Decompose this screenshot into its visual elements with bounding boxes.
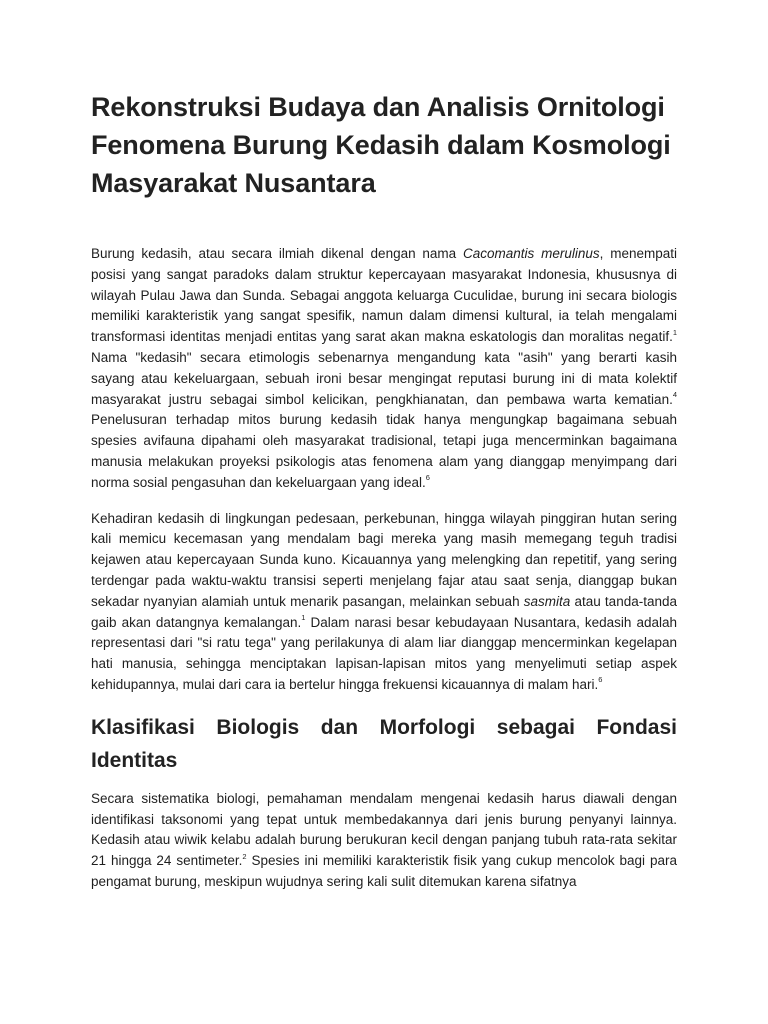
intro-body — [91, 244, 677, 696]
body-paragraph — [91, 509, 677, 696]
section-body — [91, 789, 677, 893]
footnote-ref: 6 — [598, 675, 603, 685]
text-run: Spesies ini memiliki karakteristik fisik yang cukup mencolok bagi para pengamat burung, meskipun wujudnya sering kali sulit ditemukan karena sifatnya — [91, 853, 678, 889]
text-run: Burung kedasih, atau secara ilmiah dikenal dengan nama — [91, 246, 463, 261]
text-run: Kehadiran kedasih di lingkungan pedesaan, perkebunan, hingga wilayah pinggiran hutan sering kali memicu kecemasan yang mendalam bagi mereka yang masih memegang teguh tradisi kejawen atau kepercayaan Sunda kuno. Kicauannya yang melengking dan repetitif, yang sering terdengar pada waktu-waktu transisi seperti menjelang fajar atau saat senja, dianggap bukan sekadar nyanyian alamiah untuk menarik pasangan, melainkan sebuah — [91, 510, 677, 609]
footnote-ref: 1 — [301, 613, 306, 623]
text-run: Nama "kedasih" secara etimologis sebenarnya mengandung kata "asih" yang berarti kasih sayang atau kekeluargaan, sebuah ironi besar mengingat reputasi burung ini di mata kolektif masyarakat justru sebagai simbol kelicikan, pengkhianatan, dan pembawa warta kematian. — [91, 349, 677, 407]
italic-term: sasmita — [523, 593, 571, 609]
text-run: Penelusuran terhadap mitos burung kedasih tidak hanya mengungkap bagaimana sebuah spesies avifauna dipahami oleh masyarakat tradisional, tetapi juga mencerminkan bagaimana manusia melakukan proyeksi psikologis atas fenomena alam yang dianggap menyimpang dari norma sosial pengasuhan dan kekeluargaan yang ideal. — [91, 412, 677, 490]
footnote-ref: 2 — [242, 851, 247, 861]
body-paragraph — [91, 244, 677, 494]
body-paragraph — [91, 789, 677, 893]
text-run: Secara sistematika biologi, pemahaman mendalam mengenai kedasih harus diawali dengan identifikasi taksonomi yang tepat untuk membedakannya dari jenis burung penyanyi lainnya. Kedasih atau wiwik kelabu adalah burung berukuran kecil dengan panjang tubuh rata-rata sekitar 21 hingga 24 sentimeter. — [91, 790, 677, 869]
section-heading: Klasifikasi Biologis dan Morfologi sebagai Fondasi Identitas — [91, 715, 677, 772]
text-run: , menempati posisi yang sangat paradoks dalam struktur kepercayaan masyarakat Indonesia, khususnya di wilayah Pulau Jawa dan Sunda. Sebagai anggota keluarga Cuculidae, burung ini secara biologis memiliki karakteristik yang sangat spesifik, namun dalam dimensi kultural, ia telah mengalami transformasi identitas menjadi entitas yang sarat akan makna eskatologis dan moralitas negatif. — [91, 246, 677, 345]
footnote-ref: 4 — [672, 390, 677, 400]
document-page — [91, 88, 677, 908]
footnote-ref: 1 — [672, 327, 677, 337]
italic-term: Cacomantis merulinus — [463, 246, 600, 261]
footnote-ref: 6 — [425, 473, 430, 483]
document-title: Rekonstruksi Budaya dan Analisis Ornitologi Fenomena Burung Kedasih dalam Kosmologi Masyarakat Nusantara — [91, 92, 671, 198]
text-run: Dalam narasi besar kebudayaan Nusantara, kedasih adalah representasi dari "si ratu tega" yang perilakunya di alam liar dianggap mencerminkan kegelapan hati manusia, sehingga menciptakan lapisan-lapisan mitos yang menyelimuti setiap aspek kehidupannya, mulai dari cara ia bertelur hingga frekuensi kicauannya di malam hari. — [91, 614, 677, 692]
title-spacer — [91, 202, 677, 244]
text-run: atau tanda-tanda gaib akan datangnya kemalangan. — [91, 593, 677, 630]
